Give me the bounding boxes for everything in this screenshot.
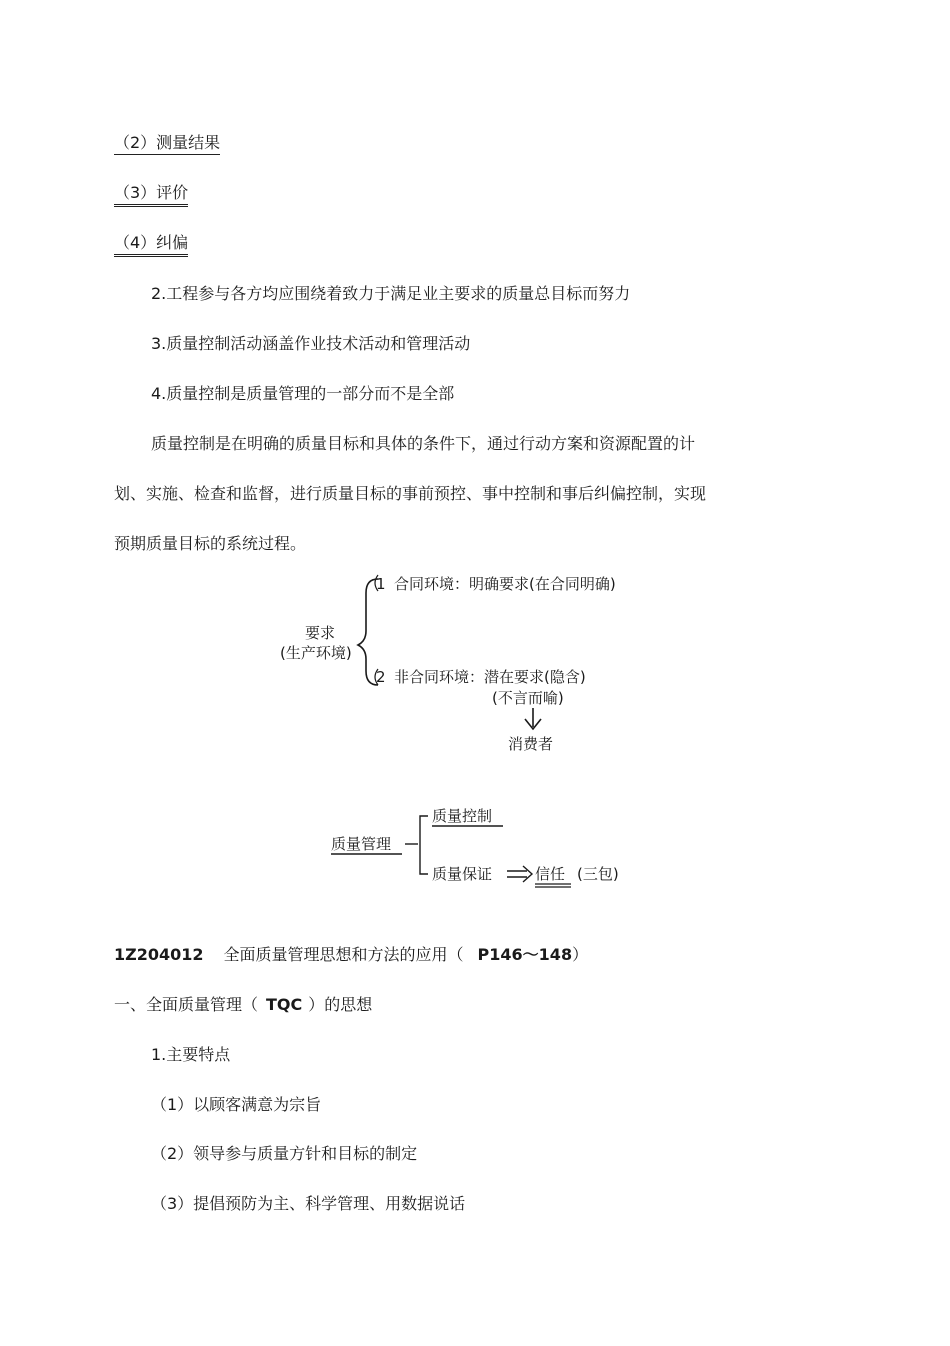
heading-tqc-abbr: TQC (266, 995, 303, 1014)
item1-num: 1 (376, 575, 386, 593)
section-pages: P146～148 (477, 945, 573, 964)
qm-target: 信任 (535, 865, 566, 883)
heading-tqc (114, 995, 372, 1015)
feature-2: （2）领导参与质量方针和目标的制定 (151, 1144, 418, 1163)
item2-num: 2 (376, 668, 386, 686)
qm-target-note: (三包) (577, 865, 619, 883)
paragraph-line-3: 预期质量目标的系统过程。 (114, 534, 307, 553)
qm-bracket (420, 816, 428, 874)
section-close: ） (572, 945, 589, 964)
qm-root: 质量管理 (331, 835, 392, 853)
item2-target: 消费者 (508, 735, 554, 753)
list-item-measurement: （2）测量结果 (114, 133, 220, 155)
list-item-evaluation: （3）评价 (114, 183, 188, 207)
qm-branch-control: 质量控制 (432, 807, 493, 825)
list-item-correction: （4）纠偏 (114, 233, 188, 257)
point-4: 4.质量控制是质量管理的一部分而不是全部 (151, 384, 455, 403)
paragraph-line-2: 划、实施、检查和监督，进行质量目标的事前预控、事中控制和事后纠偏控制，实现 (114, 484, 707, 503)
requirements-root-line1: 要求 (305, 624, 336, 642)
point-2: 2.工程参与各方均应围绕着致力于满足业主要求的质量总目标而努力 (151, 284, 631, 303)
section-title: 全面质量管理思想和方法的应用（ (223, 945, 464, 964)
section-heading (114, 945, 588, 965)
heading-tqc-prefix: 一、全面质量管理（ (114, 995, 259, 1014)
item1-text: 合同环境：明确要求(在合同明确) (394, 575, 616, 593)
feature-1: （1）以顾客满意为宗旨 (151, 1095, 322, 1114)
point-3: 3.质量控制活动涵盖作业技术活动和管理活动 (151, 334, 471, 353)
double-arrow-icon (523, 866, 532, 882)
item2-text: 非合同环境：潜在要求(隐含) (394, 668, 586, 686)
sub-heading-features: 1.主要特点 (151, 1045, 231, 1064)
requirements-brace (358, 579, 378, 685)
requirements-root-line2: (生产环境) (280, 644, 352, 662)
quality-management-diagram (325, 798, 655, 898)
heading-tqc-suffix: ）的思想 (308, 995, 373, 1014)
requirements-diagram (270, 565, 670, 760)
item2-sub: (不言而喻) (492, 689, 564, 707)
section-code: 1Z204012 (114, 945, 204, 964)
paragraph-line-1: 质量控制是在明确的质量目标和具体的条件下，通过行动方案和资源配置的计 (151, 434, 696, 453)
feature-3: （3）提倡预防为主、科学管理、用数据说话 (151, 1194, 466, 1213)
qm-branch-assurance: 质量保证 (432, 865, 493, 883)
